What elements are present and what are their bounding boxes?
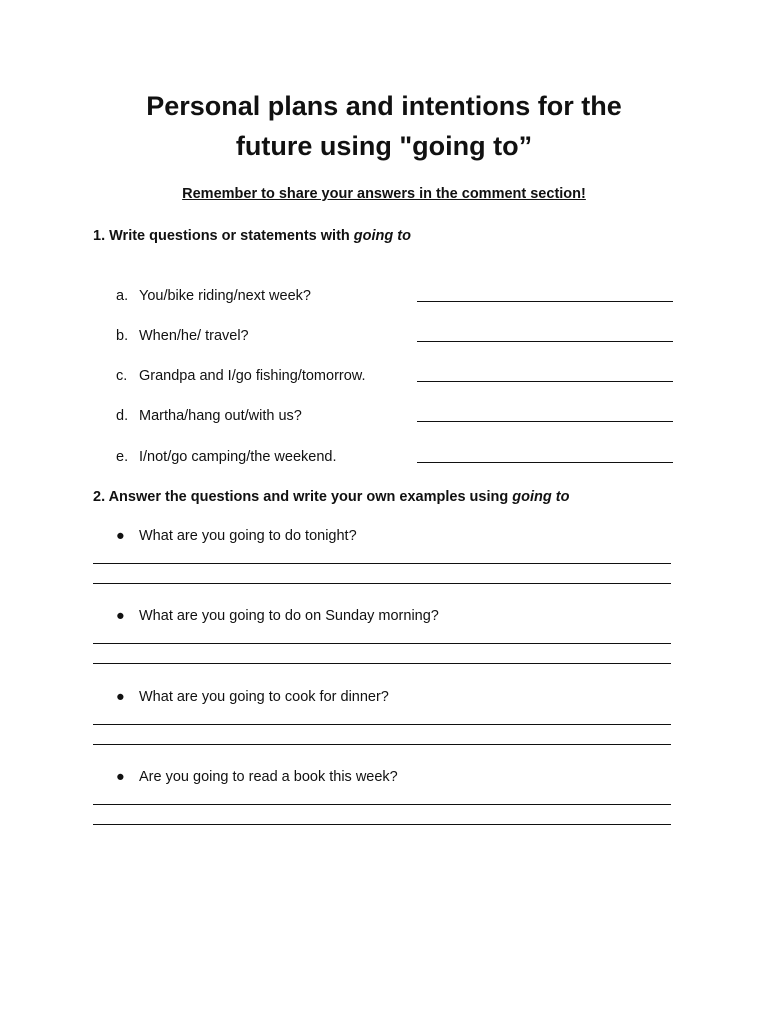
section-2-heading-emphasis: going to [512,489,570,505]
exercise-item-d [116,408,302,424]
answer-line-c[interactable] [417,381,673,382]
answer-line-q4-1[interactable] [93,804,671,805]
worksheet-title [0,86,768,166]
question-2 [116,608,439,624]
section-1-heading [93,228,411,244]
exercise-item-e [116,449,337,465]
answer-line-d[interactable] [417,421,673,422]
question-text: What are you going to do on Sunday morning? [139,608,439,624]
question-1 [116,528,357,544]
item-marker: a. [116,288,129,304]
question-3 [116,689,389,705]
item-prompt: You/bike riding/next week? [139,288,311,304]
question-4 [116,769,398,785]
exercise-item-a [116,288,311,304]
item-prompt: When/he/ travel? [139,328,249,344]
section-1-heading-text: 1. Write questions or statements with [93,228,354,244]
section-1-heading-emphasis: going to [353,228,411,244]
answer-line-q2-2[interactable] [93,663,671,664]
section-2-heading-text: 2. Answer the questions and write your own examples using [93,489,513,505]
bullet-icon: ● [116,769,125,785]
answer-line-q3-2[interactable] [93,744,671,745]
title-line-2: future using "going to” [235,131,533,161]
answer-line-q1-2[interactable] [93,583,671,584]
bullet-icon: ● [116,689,125,705]
question-text: What are you going to cook for dinner? [139,689,389,705]
answer-line-b[interactable] [417,341,673,342]
question-text: Are you going to read a book this week? [139,769,398,785]
item-marker: b. [116,328,129,344]
answer-line-q1-1[interactable] [93,563,671,564]
exercise-item-b [116,328,249,344]
item-marker: c. [116,368,128,384]
item-marker: d. [116,408,129,424]
item-prompt: Grandpa and I/go fishing/tomorrow. [139,368,366,384]
question-text: What are you going to do tonight? [139,528,357,544]
answer-line-e[interactable] [417,462,673,463]
bullet-icon: ● [116,528,125,544]
instruction-subtitle: Remember to share your answers in the comment section! [182,186,586,202]
answer-line-q4-2[interactable] [93,824,671,825]
answer-line-q2-1[interactable] [93,643,671,644]
answer-line-a[interactable] [417,301,673,302]
item-prompt: Martha/hang out/with us? [139,408,302,424]
title-line-1: Personal plans and intentions for the [146,91,622,121]
bullet-icon: ● [116,608,125,624]
section-2-heading [93,489,569,505]
item-marker: e. [116,449,129,465]
answer-line-q3-1[interactable] [93,724,671,725]
item-prompt: I/not/go camping/the weekend. [139,449,337,465]
exercise-item-c [116,368,366,384]
